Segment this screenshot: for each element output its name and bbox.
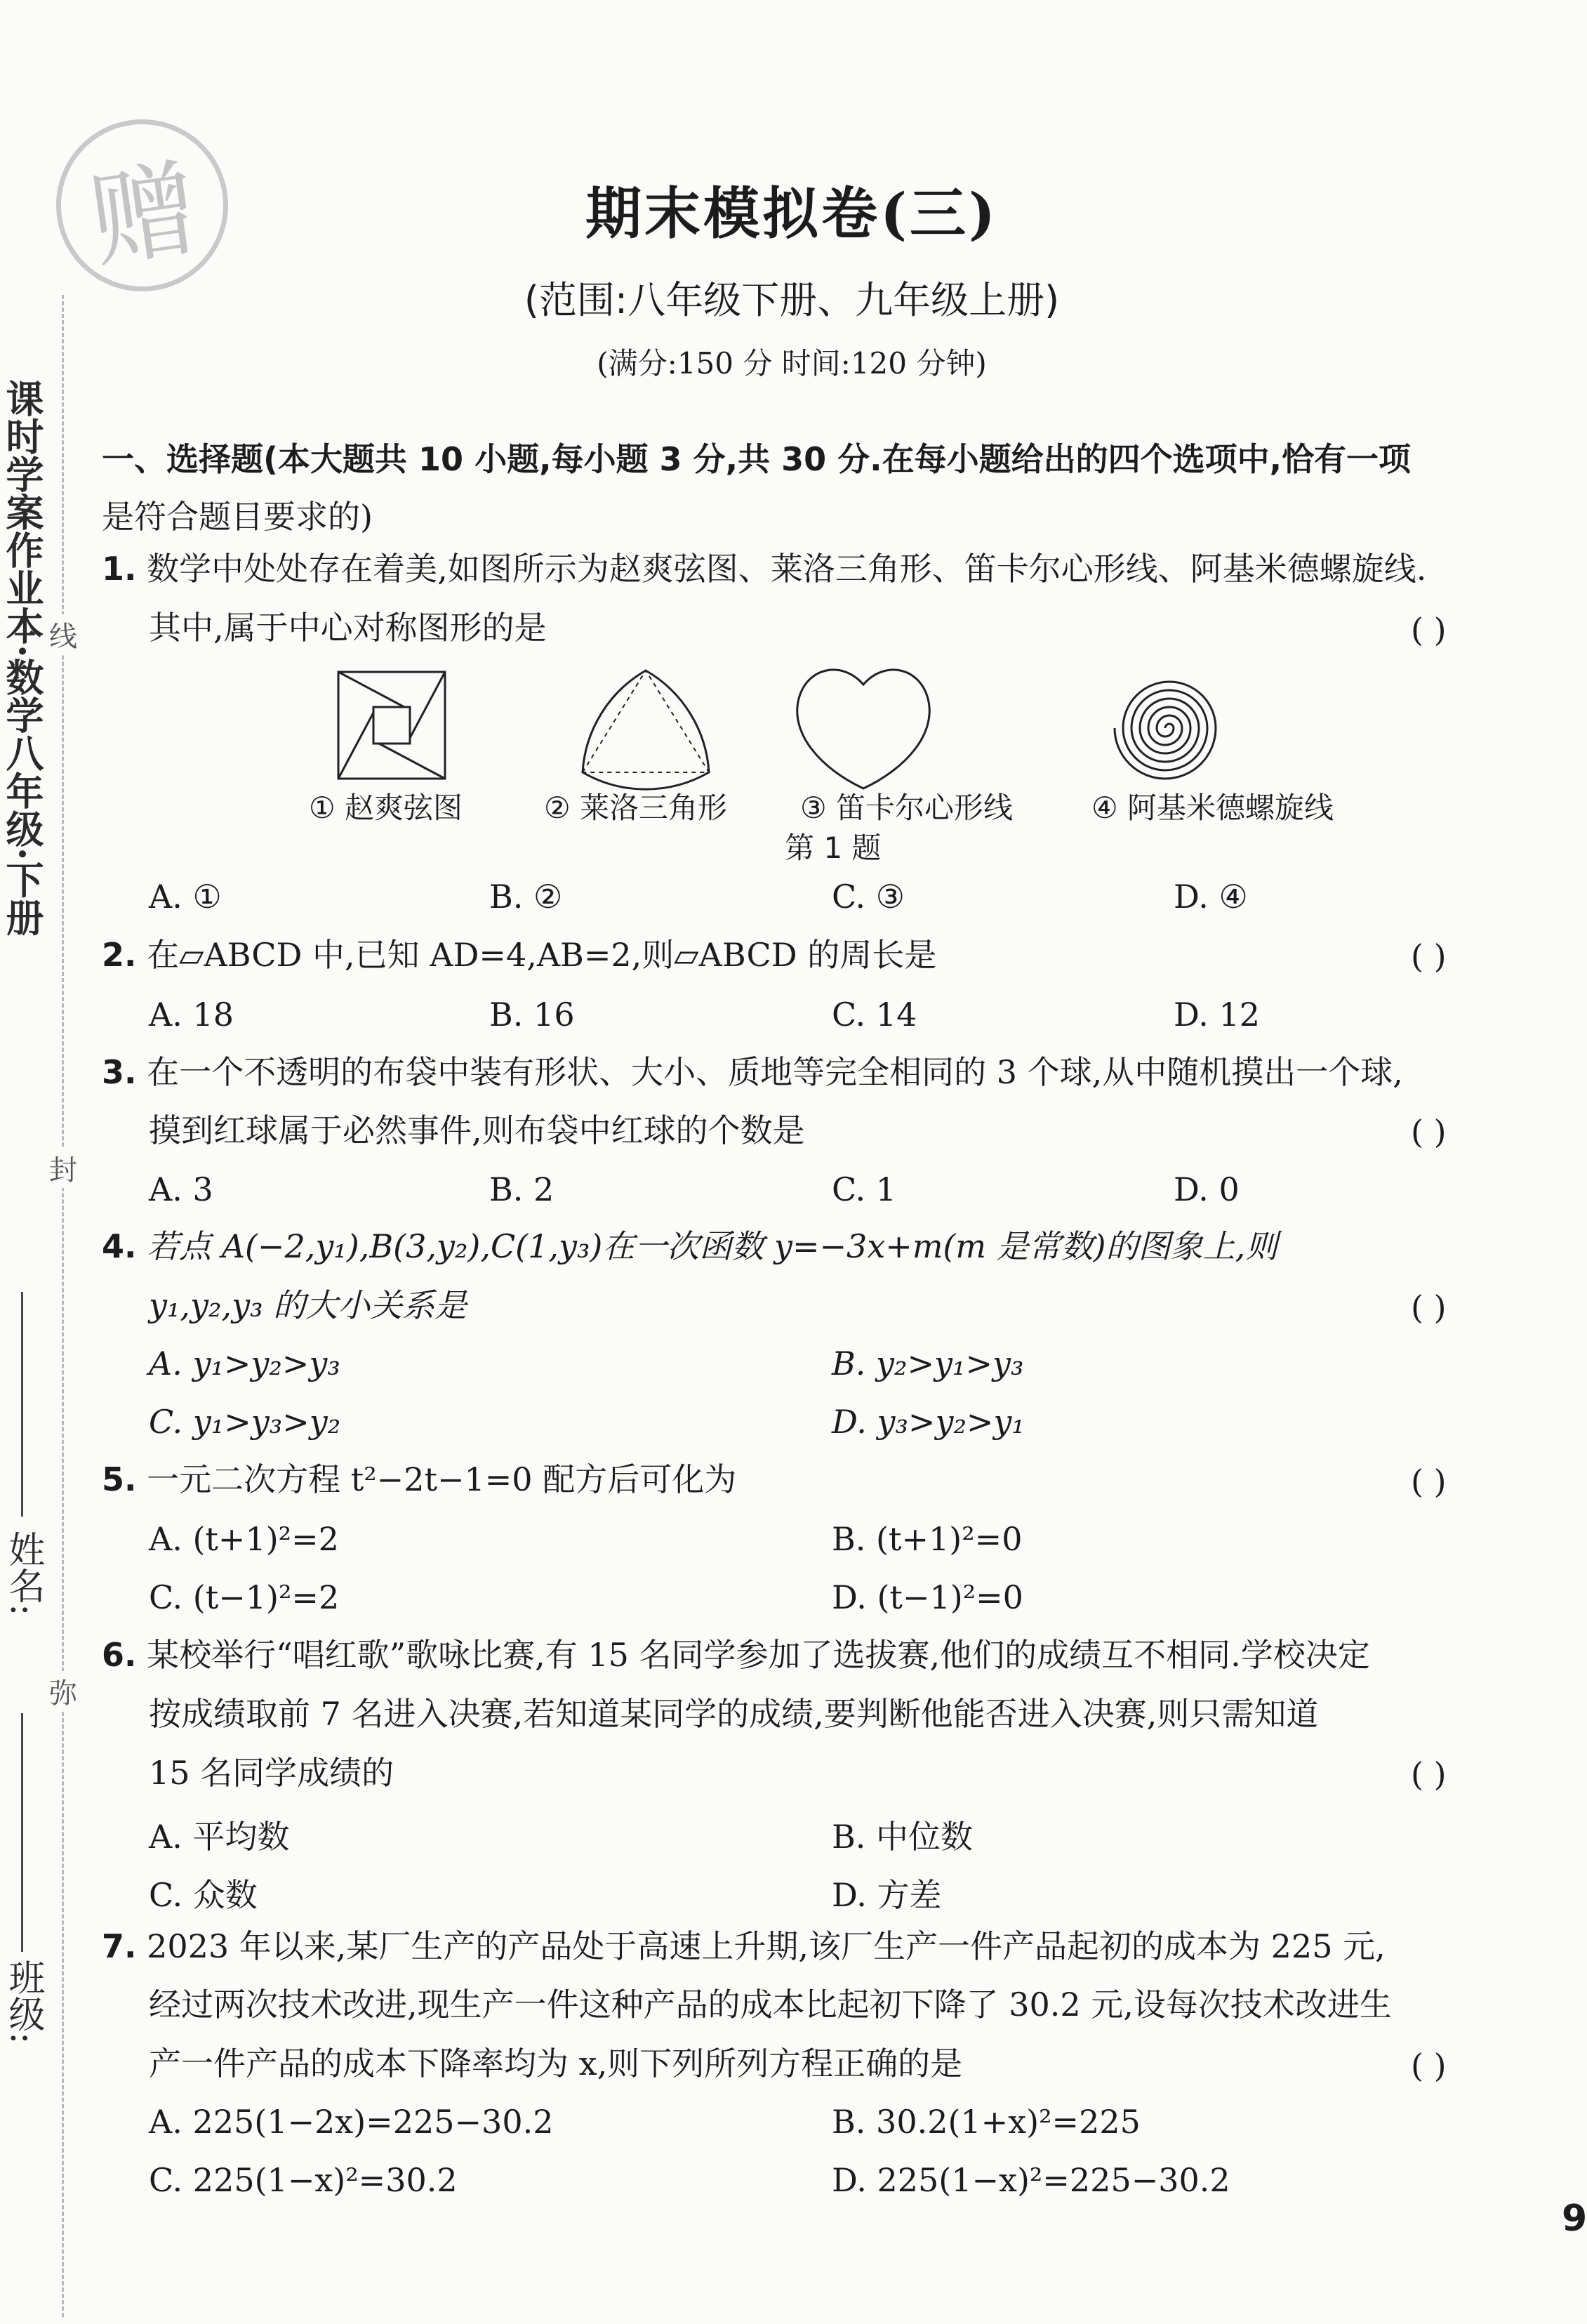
option-d[interactable]: D. ④: [1174, 878, 1248, 916]
page-title: 期末模拟卷(三): [585, 180, 998, 246]
answer-bracket[interactable]: ( ): [1411, 1288, 1447, 1326]
section-heading-line1: 一、选择题(本大题共 10 小题,每小题 3 分,共 30 分.在每小题给出的四个选项中,恰有一项: [102, 440, 1412, 478]
answer-bracket[interactable]: ( ): [1411, 1113, 1447, 1151]
question-3: [102, 1043, 1403, 1102]
question-2: [102, 925, 936, 984]
zhao-shuang-figure: [338, 672, 445, 779]
option-a[interactable]: A. 225(1−2x)=225−30.2: [149, 2103, 554, 2141]
option-c[interactable]: C. 225(1−x)²=30.2: [149, 2161, 458, 2199]
binding-mark-close: 弥: [49, 1671, 77, 1711]
question-number: 4.: [102, 1227, 137, 1265]
question-3-line2: 摸到红球属于必然事件,则布袋中红球的个数是: [149, 1111, 805, 1149]
figure-caption: 第 1 题: [785, 831, 882, 865]
answer-bracket[interactable]: ( ): [1411, 1463, 1447, 1500]
option-a[interactable]: A. 平均数: [149, 1818, 290, 1856]
option-d[interactable]: D. (t−1)²=0: [832, 1578, 1023, 1616]
option-b[interactable]: B. 2: [489, 1170, 555, 1208]
option-b[interactable]: B. 中位数: [832, 1818, 974, 1856]
option-d[interactable]: D. 12: [1174, 996, 1261, 1034]
question-number: 5.: [102, 1460, 137, 1498]
option-a[interactable]: A. 3: [149, 1170, 213, 1208]
question-7: [102, 1917, 1386, 1976]
question-5: [102, 1450, 736, 1509]
cardioid-figure: [797, 670, 930, 788]
option-b[interactable]: B. ②: [489, 878, 563, 916]
question-number: 2.: [102, 936, 137, 974]
answer-bracket[interactable]: ( ): [1411, 937, 1447, 975]
option-a[interactable]: A. 18: [149, 996, 234, 1034]
name-fill-line: [21, 1292, 23, 1517]
question-number: 7.: [102, 1927, 137, 1965]
binding-dashed-line: [62, 295, 64, 2317]
question-6-line3: 15 名同学成绩的: [149, 1754, 394, 1792]
option-c[interactable]: C. 14: [832, 996, 917, 1034]
question-4: [102, 1217, 1277, 1276]
question-text-line: 一元二次方程 t²−2t−1=0 配方后可化为: [147, 1460, 737, 1498]
reuleaux-triangle-figure: [583, 671, 709, 789]
question-number: 1.: [102, 550, 137, 588]
question-1-line2: 其中,属于中心对称图形的是: [149, 609, 547, 647]
option-d[interactable]: D. y₃>y₂>y₁: [832, 1403, 1025, 1441]
option-a[interactable]: A. ①: [149, 878, 222, 916]
figure-label-1: ① 赵爽弦图: [309, 791, 463, 825]
answer-bracket[interactable]: ( ): [1411, 1755, 1447, 1793]
option-c[interactable]: C. (t−1)²=2: [149, 1578, 340, 1616]
question-number: 3.: [102, 1053, 137, 1091]
name-label: 姓名:: [2, 1531, 44, 1616]
class-label: 班级:: [2, 1959, 44, 2045]
section-heading-line2: 是符合题目要求的): [102, 498, 373, 536]
question-text-line: 在一个不透明的布袋中装有形状、大小、质地等完全相同的 3 个球,从中随机摸出一个球,: [147, 1053, 1403, 1091]
option-b[interactable]: B. (t+1)²=0: [832, 1520, 1023, 1558]
figure-label-2: ② 莱洛三角形: [544, 791, 728, 825]
answer-bracket[interactable]: ( ): [1411, 611, 1447, 649]
question-7-line3: 产一件产品的成本下降率均为 x,则下列所列方程正确的是: [149, 2045, 963, 2082]
binding-mark-seal: 封: [49, 1148, 77, 1188]
question-1: [102, 539, 1426, 598]
section-heading: [102, 434, 1411, 480]
option-d[interactable]: D. 225(1−x)²=225−30.2: [832, 2161, 1230, 2199]
gift-stamp: 赠: [45, 108, 239, 303]
archimedes-spiral-figure: [1115, 682, 1216, 779]
option-b[interactable]: B. 30.2(1+x)²=225: [832, 2103, 1141, 2141]
binding-mark-line: 线: [49, 614, 77, 654]
option-c[interactable]: C. ③: [832, 878, 905, 916]
option-d[interactable]: D. 0: [1174, 1170, 1240, 1208]
question-7-line2: 经过两次技术改进,现生产一件这种产品的成本比起初下降了 30.2 元,设每次技术改进生: [149, 1986, 1392, 2023]
question-6: [102, 1625, 1370, 1684]
option-a[interactable]: A. y₁>y₂>y₃: [149, 1345, 340, 1382]
exam-meta: (满分:150 分 时间:120 分钟): [597, 346, 987, 381]
question-text-line: 在▱ABCD 中,已知 AD=4,AB=2,则▱ABCD 的周长是: [147, 936, 937, 974]
question-4-line2: y₁,y₂,y₃ 的大小关系是: [149, 1286, 467, 1324]
option-c[interactable]: C. 1: [832, 1170, 897, 1208]
figure-label-3: ③ 笛卡尔心形线: [800, 791, 1014, 825]
option-d[interactable]: D. 方差: [832, 1876, 942, 1914]
question-text-line: 2023 年以来,某厂生产的产品处于高速上升期,该厂生产一件产品起初的成本为 225 元,: [147, 1927, 1386, 1965]
question-text-line: 某校举行“唱红歌”歌咏比赛,有 15 名同学参加了选拔赛,他们的成绩互不相同.学校决定: [147, 1636, 1370, 1674]
page-number: 9: [1562, 2198, 1587, 2240]
answer-bracket[interactable]: ( ): [1411, 2047, 1447, 2085]
scope-subtitle: (范围:八年级下册、九年级上册): [524, 278, 1060, 322]
option-b[interactable]: B. 16: [489, 996, 575, 1034]
option-c[interactable]: C. 众数: [149, 1876, 258, 1914]
question-text-line: 数学中处处存在着美,如图所示为赵爽弦图、莱洛三角形、笛卡尔心形线、阿基米德螺旋线.: [147, 550, 1427, 588]
question-6-line2: 按成绩取前 7 名进入决赛,若知道某同学的成绩,要判断他能否进入决赛,则只需知道: [149, 1695, 1319, 1733]
option-c[interactable]: C. y₁>y₃>y₂: [149, 1403, 341, 1441]
figure-label-4: ④ 阿基米德螺旋线: [1091, 791, 1334, 825]
class-fill-line: [21, 1713, 23, 1952]
option-a[interactable]: A. (t+1)²=2: [149, 1520, 339, 1558]
question-text-line: 若点 A(−2,y₁),B(3,y₂),C(1,y₃)在一次函数 y=−3x+m(m 是常数)的图象上,则: [147, 1227, 1278, 1265]
option-b[interactable]: B. y₂>y₁>y₃: [832, 1345, 1024, 1382]
question-number: 6.: [102, 1636, 137, 1674]
vertical-book-header: 课时学案作业本·数学八年级·下册: [0, 379, 45, 937]
